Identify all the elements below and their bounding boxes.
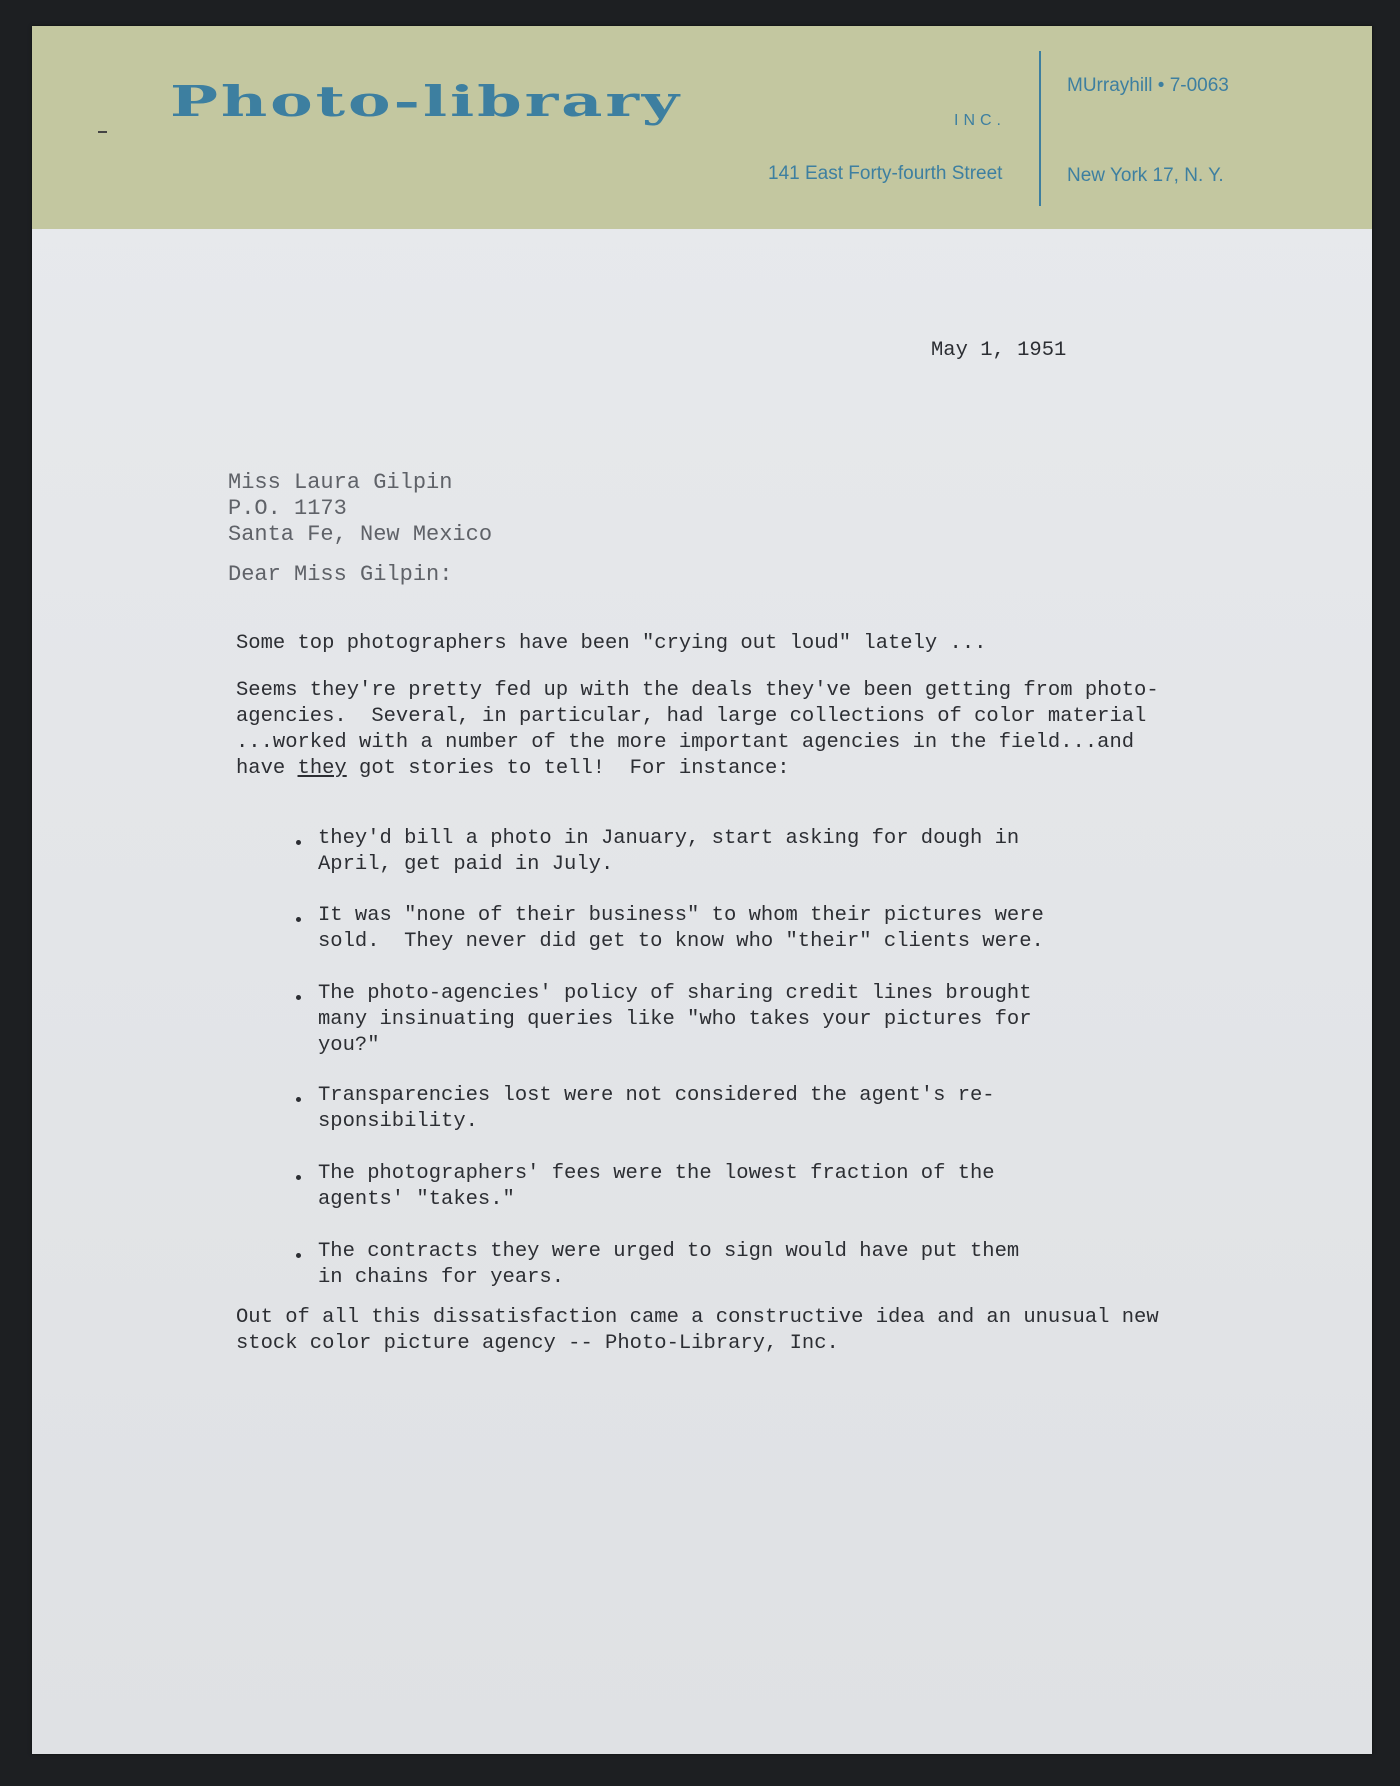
paragraph-conclusion: [236, 1305, 1159, 1357]
bullet-dot: [296, 917, 301, 922]
recipient-address: [228, 470, 492, 548]
bullet-dot: [296, 840, 301, 845]
salutation: Dear Miss Gilpin:: [228, 562, 453, 587]
paragraph-line: Out of all this dissatisfaction came a constructive idea and an unusual new: [236, 1306, 1159, 1329]
letterhead: [32, 26, 1372, 229]
bullet-dot: [296, 1253, 301, 1258]
letter-sheet: [32, 26, 1372, 1754]
phone-number: MUrrayhill • 7-0063: [1067, 75, 1229, 96]
letter-date: May 1, 1951: [931, 339, 1067, 362]
paragraph-intro: Some top photographers have been "crying out loud" lately ...: [236, 632, 987, 655]
paragraph-line: Seems they're pretty fed up with the deals they've been getting from photo-: [236, 679, 1159, 702]
bullet-dot: [296, 1097, 301, 1102]
letterhead-divider: [1039, 51, 1041, 206]
company-logo: Photo-library: [170, 78, 682, 127]
address-line: Miss Laura Gilpin: [228, 470, 453, 495]
company-suffix: INC.: [954, 112, 1006, 129]
address-line: Santa Fe, New Mexico: [228, 522, 493, 547]
street-address: 141 East Forty-fourth Street: [768, 163, 1003, 184]
margin-mark: [98, 131, 107, 133]
paragraph-line-start: have: [236, 757, 298, 780]
paragraph-complaints: [236, 678, 1159, 782]
bullet-text: The contracts they were urged to sign would have put them in chains for years.: [318, 1240, 1020, 1289]
paragraph-line: ...worked with a number of the more important agencies in the field...and: [236, 731, 1135, 754]
paragraph-line: agencies. Several, in particular, had large collections of color material: [236, 705, 1147, 728]
bullet-text: they'd bill a photo in January, start asking for dough in April, get paid in July.: [318, 827, 1020, 876]
bullet-text: It was "none of their business" to whom their pictures were sold. They never did get to know who "their" clients were.: [318, 904, 1044, 953]
bullet-dot: [296, 995, 301, 1000]
address-line: P.O. 1173: [228, 496, 347, 521]
paragraph-line: stock color picture agency -- Photo-Library, Inc.: [236, 1332, 839, 1355]
bullet-text: Transparencies lost were not considered the agent's re- sponsibility.: [318, 1084, 995, 1133]
underlined-word: they: [297, 757, 347, 780]
city-address: New York 17, N. Y.: [1067, 165, 1224, 186]
paragraph-line-end: got stories to tell! For instance:: [346, 757, 790, 780]
bullet-text: The photo-agencies' policy of sharing credit lines brought many insinuating queries like "who takes your pictures for you?": [318, 982, 1032, 1057]
bullet-text: The photographers' fees were the lowest fraction of the agents' "takes.": [318, 1162, 995, 1211]
bullet-dot: [296, 1175, 301, 1180]
